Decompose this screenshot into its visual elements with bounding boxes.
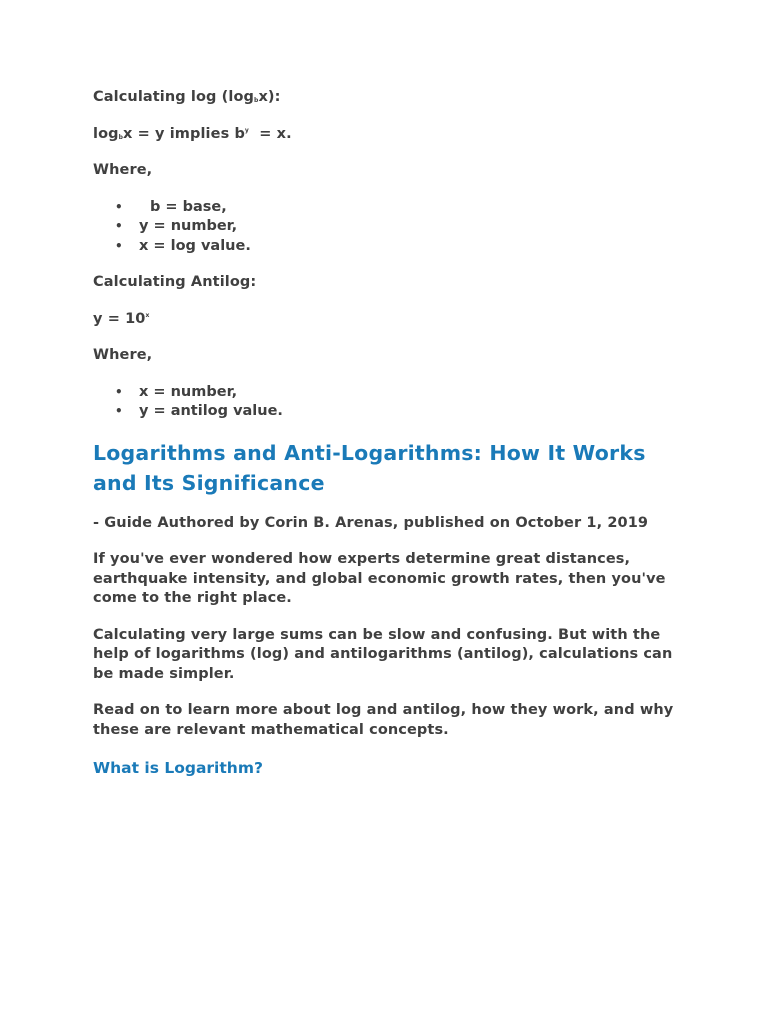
bullet-icon: • — [115, 404, 123, 418]
log-formula: $\log_bx = y$ implies $b^y = x$. — [93, 125, 292, 142]
bullet-icon: • — [115, 199, 123, 214]
antilog-calc-heading: Calculating Antilog: — [93, 274, 257, 290]
list-item: • b = base, — [93, 198, 693, 218]
body-paragraph: Read on to learn more about log and antilog, how they work, and why these are relevant mathematical concepts. — [93, 702, 674, 738]
log-variable-list — [93, 198, 693, 257]
where-label-2: Where, — [93, 347, 153, 363]
antilog-variable-list — [93, 383, 693, 422]
article-title: Logarithms and Anti-Logarithms: How It Works and Its Significance — [93, 440, 646, 495]
body-paragraph: Calculating very large sums can be slow and confusing. But with the help of logarithms (log) and antilogarithms (antilog), calculations can be made simpler. — [93, 626, 673, 682]
antilog-formula: $y = 10^x$ — [93, 310, 150, 327]
where-label-1: Where, — [93, 162, 153, 178]
bullet-icon: • — [115, 219, 123, 233]
bullet-icon: • — [115, 238, 123, 253]
log-calc-heading: Calculating $\log (\log_bx)$: — [93, 89, 281, 105]
article-byline: - Guide Authored by Corin B. Arenas, published on October 1, 2019 — [93, 514, 649, 531]
intro-paragraph: If you've ever wondered how experts determine great distances, earthquake intensity, and global economic growth rates, then you've come to the right place. — [93, 551, 666, 606]
section-subheading: What is Logarithm? — [93, 759, 263, 777]
document-page — [93, 88, 693, 778]
list-item: • y = number, — [93, 217, 693, 237]
bullet-icon: • — [115, 384, 123, 399]
list-item: • x = log value. — [93, 237, 693, 257]
list-item: • y = antilog value. — [93, 402, 693, 422]
list-item: • x = number, — [93, 383, 693, 403]
